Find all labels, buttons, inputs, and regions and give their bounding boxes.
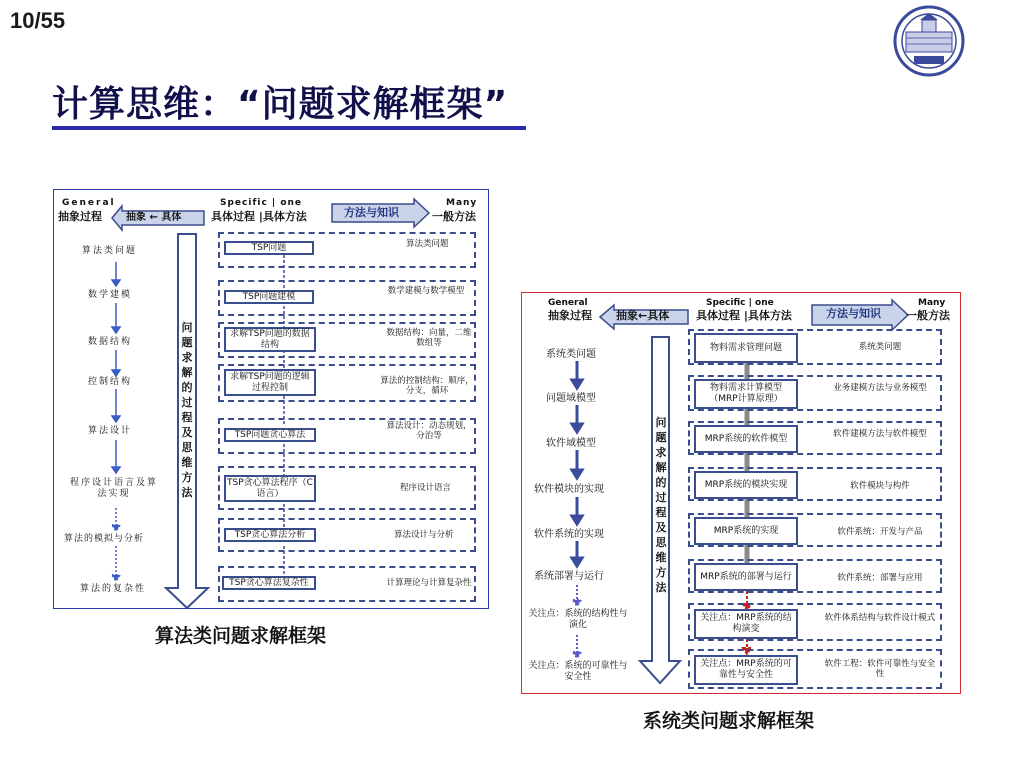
right-concrete-box: MRP系统的软件模型 [694, 425, 798, 453]
left-method: 算法设计：动态规划，分治等 [386, 421, 472, 441]
left-method: 计算理论与计算复杂性 [386, 578, 472, 588]
left-concrete-box: 求解TSP问题的数据结构 [224, 327, 316, 352]
right-concrete-box: 物料需求管理问题 [694, 333, 798, 363]
left-method: 算法的控制结构：顺序，分支，循环 [380, 376, 474, 396]
left-step: 数学建模 [88, 290, 133, 300]
right-header-concrete: 具体过程 |具体方法 [696, 309, 792, 322]
right-step: 软件模块的实现 [534, 484, 604, 495]
right-step: 关注点：系统的可靠性与安全性 [528, 661, 628, 682]
left-method: 程序设计语言 [400, 483, 452, 493]
right-concrete-box: MRP系统的模块实现 [694, 471, 798, 499]
left-step: 算法的模拟与分析 [64, 534, 145, 544]
right-method: 业务建模方法与业务模型 [833, 383, 927, 393]
right-method: 软件系统：开发与产品 [837, 527, 923, 537]
left-concrete-box: TSP贪心算法程序（C语言） [224, 475, 316, 502]
university-seal-icon [886, 4, 972, 78]
right-step: 软件域模型 [546, 438, 596, 449]
left-method: 数学建模与数学模型 [387, 286, 465, 296]
right-method: 软件模块与构件 [850, 481, 910, 491]
right-concrete-box: 关注点：MRP系统的结构演变 [694, 609, 798, 639]
right-method: 软件体系结构与软件设计模式 [824, 613, 936, 623]
left-header-abstract-process: 抽象过程 [58, 210, 102, 223]
right-vertical-label: 问题求解的过程及思维方法 [655, 416, 667, 594]
left-concrete-box: TSP贪心算法复杂性 [222, 576, 316, 590]
left-concrete-box: TSP问题 [224, 241, 314, 255]
right-step: 问题域模型 [546, 393, 596, 404]
left-header-general-method: 一般方法 [432, 210, 476, 223]
right-header-general-method: 一般方法 [906, 309, 950, 322]
left-concrete-box: TSP问题贪心算法 [224, 428, 316, 442]
left-method: 数据结构：向量，二维数组等 [386, 328, 472, 348]
right-header-abstract-process: 抽象过程 [548, 309, 592, 322]
right-header-arrow-method: 方法与知识 [826, 307, 881, 320]
left-header-arrow-abstract: 抽象 ← 具体 [126, 212, 182, 223]
left-header-concrete: 具体过程 |具体方法 [211, 210, 307, 223]
right-header-specific: Specific | one [706, 298, 774, 308]
left-concrete-box: TSP问题建模 [224, 290, 314, 304]
left-step: 算法设计 [88, 426, 133, 436]
left-step: 控制结构 [88, 377, 133, 387]
left-header-arrow-method: 方法与知识 [344, 206, 399, 219]
left-header-general: General [62, 198, 116, 208]
left-step: 算法的复杂性 [80, 584, 147, 594]
right-concrete-box: 关注点：MRP系统的可靠性与安全性 [694, 655, 798, 685]
left-panel-caption: 算法类问题求解框架 [155, 625, 327, 647]
system-framework-panel [521, 292, 961, 694]
right-step: 软件系统的实现 [534, 529, 604, 540]
left-header-specific: Specific | one [220, 198, 303, 208]
algorithm-framework-panel [53, 189, 489, 609]
right-concrete-box: MRP系统的实现 [694, 517, 798, 545]
left-header-many: Many [446, 198, 478, 208]
left-step: 程序设计语言及算法实现 [69, 478, 158, 499]
page-title: 计算思维：“问题求解框架” [52, 84, 509, 125]
right-step: 关注点：系统的结构性与演化 [528, 609, 628, 630]
right-step: 系统类问题 [546, 349, 596, 360]
right-method: 软件系统：部署与应用 [837, 573, 923, 583]
left-vertical-label: 问题求解的过程及思维方法 [181, 321, 193, 499]
title-underline [52, 126, 526, 130]
left-method: 算法设计与分析 [394, 530, 454, 540]
right-method: 软件建模方法与软件模型 [833, 429, 927, 439]
page-number: 10/55 [10, 8, 66, 33]
left-method: 算法类问题 [406, 239, 449, 249]
right-method: 系统类问题 [858, 342, 902, 352]
right-concrete-box: 物料需求计算模型（MRP计算原理） [694, 379, 798, 409]
left-concrete-box: TSP贪心算法分析 [224, 528, 316, 542]
right-header-arrow-abstract: 抽象←具体 [616, 309, 670, 322]
right-method: 软件工程：软件可靠性与安全性 [824, 659, 936, 679]
left-step: 算法类问题 [82, 246, 138, 256]
right-panel-caption: 系统类问题求解框架 [643, 710, 815, 732]
right-header-many: Many [918, 298, 946, 308]
right-header-general: General [548, 298, 588, 308]
right-step: 系统部署与运行 [534, 571, 604, 582]
right-concrete-box: MRP系统的部署与运行 [694, 563, 798, 591]
left-concrete-box: 求解TSP问题的逻辑过程控制 [224, 369, 316, 396]
left-step: 数据结构 [88, 337, 133, 347]
